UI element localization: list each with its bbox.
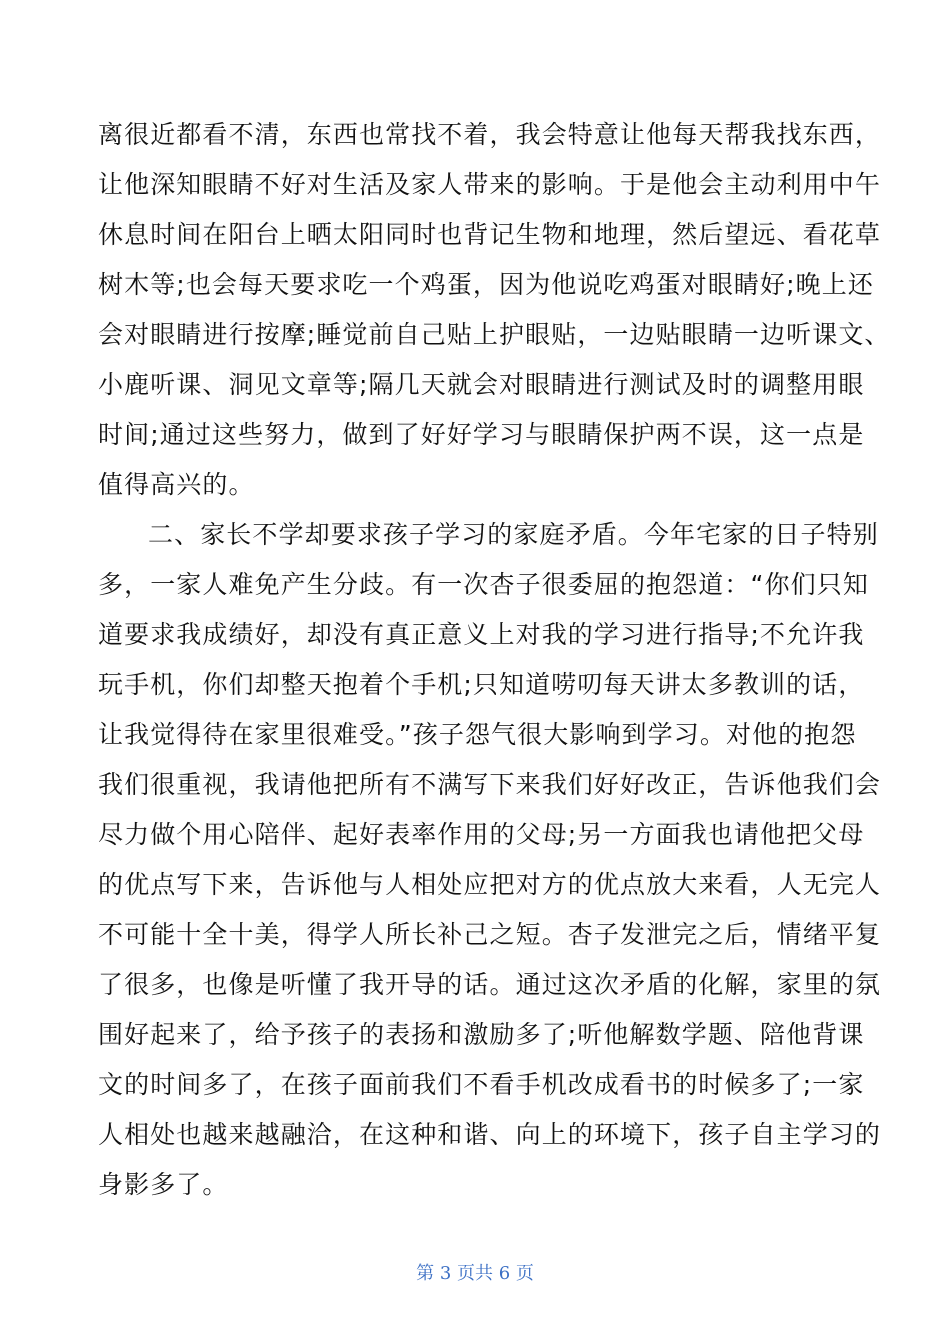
paragraph-2-line: 二、家长不学却要求孩子学习的家庭矛盾。今年宅家的日子特别 xyxy=(148,520,879,549)
paragraph-2-line: 的优点写下来，告诉他与人相处应把对方的优点放大来看，人无完人 xyxy=(98,870,882,899)
paragraph-2-line: 多，一家人难免产生分歧。有一次杏子很委屈的抱怨道：“你们只知 xyxy=(98,570,869,599)
paragraph-1-line: 值得高兴的。 xyxy=(98,470,255,499)
paragraph-2-line: 了很多，也像是听懂了我开导的话。通过这次矛盾的化解，家里的氛 xyxy=(98,970,882,999)
paragraph-2-line: 文的时间多了，在孩子面前我们不看手机改成看书的时候多了;一家 xyxy=(98,1070,865,1099)
paragraph-1-line: 让他深知眼睛不好对生活及家人带来的影响。于是他会主动利用中午 xyxy=(98,170,882,199)
paragraph-2-line: 身影多了。 xyxy=(98,1170,229,1199)
paragraph-1-line: 时间;通过这些努力，做到了好好学习与眼睛保护两不误，这一点是 xyxy=(98,420,865,449)
paragraph-2-line: 人相处也越来越融洽，在这种和谐、向上的环境下，孩子自主学习的 xyxy=(98,1120,882,1149)
paragraph-2-line: 我们很重视，我请他把所有不满写下来我们好好改正，告诉他我们会 xyxy=(98,770,882,799)
paragraph-2-line: 让我觉得待在家里很难受。”孩子怨气很大影响到学习。对他的抱怨 xyxy=(98,720,857,749)
paragraph-2-line: 围好起来了，给予孩子的表扬和激励多了;听他解数学题、陪他背课 xyxy=(98,1020,865,1049)
paragraph-1-line: 小鹿听课、洞见文章等;隔几天就会对眼睛进行测试及时的调整用眼 xyxy=(98,370,865,399)
paragraph-2-line: 玩手机，你们却整天抱着个手机;只知道唠叨每天讲太多教训的话， xyxy=(98,670,865,699)
paragraph-1-line: 离很近都看不清，东西也常找不着，我会特意让他每天帮我找东西， xyxy=(98,120,882,149)
paragraph-2-line: 不可能十全十美，得学人所长补己之短。杏子发泄完之后，情绪平复 xyxy=(98,920,882,949)
page-number-footer: 第 3 页共 6 页 xyxy=(416,1263,534,1284)
paragraph-1-line: 树木等;也会每天要求吃一个鸡蛋，因为他说吃鸡蛋对眼睛好;晚上还 xyxy=(98,270,874,299)
paragraph-1-line: 会对眼睛进行按摩;睡觉前自己贴上护眼贴，一边贴眼睛一边听课文、 xyxy=(98,320,891,349)
paragraph-2-line: 尽力做个用心陪伴、起好表率作用的父母;另一方面我也请他把父母 xyxy=(98,820,865,849)
paragraph-2-line: 道要求我成绩好，却没有真正意义上对我的学习进行指导;不允许我 xyxy=(98,620,865,649)
paragraph-1-line: 休息时间在阳台上晒太阳同时也背记生物和地理，然后望远、看花草 xyxy=(98,220,882,249)
